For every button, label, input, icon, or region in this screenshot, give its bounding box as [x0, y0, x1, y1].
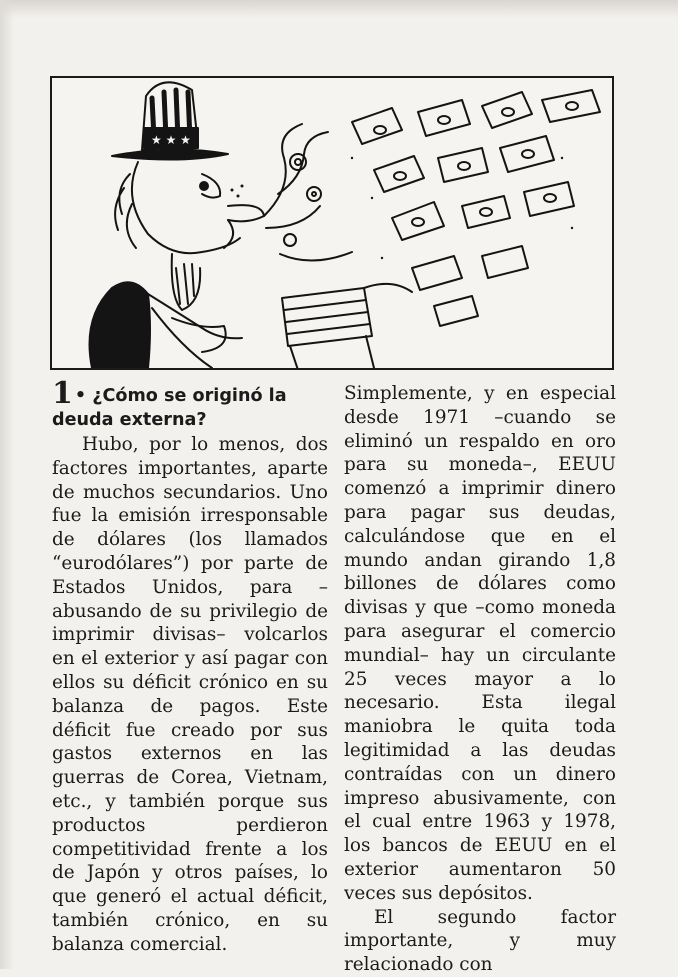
section-heading [52, 376, 328, 432]
paragraph: Hubo, por lo menos, dos factores importantes, aparte de muchos secundarios. Uno fue la emisión irresponsable de dólares (los llamados “eurodólares”) por parte de Estados Unidos, para –abusando de su privilegio de imprimir divisas– volcarlos en el exterior y así pagar con ellos su déficit crónico en su balanza de pagos. Este déficit fue creado por sus gastos externos en las guerras de Corea, Vietnam, etc., y también porque sus productos perdieron competitividad frente a los de Japón y otros países, lo que generó el actual déficit, también crónico, en su balanza comercial. [52, 434, 328, 955]
banknotes-icon [352, 90, 600, 326]
coat-icon [90, 282, 243, 368]
section-number: 1 [52, 376, 73, 411]
paragraph: El segundo factor importante, y muy relacionado con [344, 906, 616, 976]
uncle-sam-printing-money-illustration [50, 76, 614, 370]
section-title: • ¿Cómo se originó la deuda externa? [52, 386, 287, 430]
right-column [344, 382, 616, 977]
money-stream-icon [264, 124, 352, 261]
page-edge-shadow [0, 0, 678, 18]
printing-press-icon [282, 284, 412, 370]
paragraph: Simplemente, y en especial desde 1971 –cuando se eliminó un respaldo en oro para su moneda–, EEUU comenzó a imprimir dinero para pagar sus deudas, calculándose que en el mundo andan girando 1,8 billones de dólares como divisas y que –como moneda para asegurar el comercio mundial– hay un circulante 25 veces mayor a lo necesario. Esta ilegal maniobra le quita toda legitimidad a las deudas contraídas con un dinero impreso abusivamente, con el cual entre 1963 y 1978, los bancos de EEUU en el exterior aumentaron 50 veces sus depósitos. [344, 383, 616, 904]
page-gutter-shadow [0, 0, 14, 969]
left-column [52, 376, 328, 957]
top-hat-icon [112, 82, 228, 159]
svg-text:★ ★ ★: ★ ★ ★ [151, 133, 191, 147]
